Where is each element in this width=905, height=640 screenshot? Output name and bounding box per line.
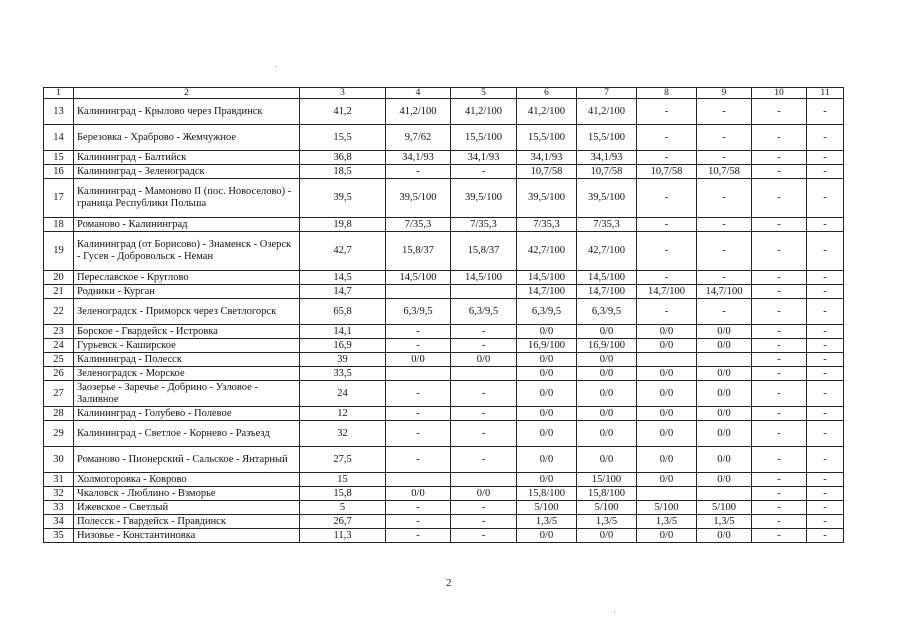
- table-cell: 6,3/9,5: [577, 299, 637, 325]
- table-cell: -: [451, 447, 517, 473]
- route-name: Романово - Пионерский - Сальское - Янтарный: [74, 447, 300, 473]
- table-cell: -: [752, 473, 807, 487]
- table-cell: 0/0: [386, 487, 451, 501]
- table-cell: 5/100: [697, 501, 752, 515]
- table-cell: -: [752, 529, 807, 543]
- table-cell: 14,7/100: [697, 285, 752, 299]
- table-cell: 1,3/5: [517, 515, 577, 529]
- table-cell: 15,8/37: [386, 232, 451, 271]
- table-cell: 10,7/58: [637, 165, 697, 179]
- table-cell: -: [752, 285, 807, 299]
- route-name: Калининград - Крылово через Правдинск: [74, 99, 300, 125]
- table-cell: 0/0: [451, 353, 517, 367]
- route-name: Ижевское - Светлый: [74, 501, 300, 515]
- table-cell: -: [637, 271, 697, 285]
- table-cell: -: [697, 271, 752, 285]
- table-cell: -: [386, 421, 451, 447]
- table-cell: 42,7/100: [517, 232, 577, 271]
- table-row: [44, 487, 844, 501]
- table-cell: -: [637, 99, 697, 125]
- table-cell: 15,8/37: [451, 232, 517, 271]
- table-cell: 0/0: [697, 447, 752, 473]
- header-row: [44, 88, 844, 99]
- table-cell: 1,3/5: [697, 515, 752, 529]
- route-name: Родники - Курган: [74, 285, 300, 299]
- row-number: 19: [44, 232, 74, 271]
- table-cell: -: [637, 299, 697, 325]
- table-cell: -: [807, 473, 844, 487]
- table-cell: 39: [300, 353, 386, 367]
- roads-table: [43, 87, 844, 543]
- table-cell: 0/0: [451, 487, 517, 501]
- table-cell: -: [697, 299, 752, 325]
- page-number: 2: [446, 577, 452, 589]
- table-cell: 42,7/100: [577, 232, 637, 271]
- route-name: Калининград - Голубево - Полевое: [74, 407, 300, 421]
- table-row: [44, 407, 844, 421]
- table-cell: 11,3: [300, 529, 386, 543]
- row-number: 16: [44, 165, 74, 179]
- table-cell: 34,1/93: [577, 151, 637, 165]
- table-cell: 0/0: [517, 381, 577, 407]
- table-row: [44, 179, 844, 218]
- table-cell: -: [637, 151, 697, 165]
- table-cell: 65,8: [300, 299, 386, 325]
- table-cell: 0/0: [577, 421, 637, 447]
- table-cell: 0/0: [637, 473, 697, 487]
- row-number: 29: [44, 421, 74, 447]
- table-cell: [451, 473, 517, 487]
- table-cell: -: [451, 339, 517, 353]
- table-cell: -: [451, 407, 517, 421]
- table-cell: 0/0: [577, 447, 637, 473]
- route-name: Чкаловск - Люблино - Взморье: [74, 487, 300, 501]
- row-number: 35: [44, 529, 74, 543]
- table-cell: 15,8/100: [577, 487, 637, 501]
- table-row: [44, 367, 844, 381]
- table-cell: -: [752, 367, 807, 381]
- route-name: Холмогоровка - Коврово: [74, 473, 300, 487]
- table-cell: -: [752, 515, 807, 529]
- row-number: 32: [44, 487, 74, 501]
- table-cell: 0/0: [697, 381, 752, 407]
- header-cell: 7: [577, 88, 637, 99]
- table-cell: -: [807, 339, 844, 353]
- table-cell: 0/0: [637, 381, 697, 407]
- table-cell: -: [386, 325, 451, 339]
- table-cell: -: [807, 515, 844, 529]
- table-cell: -: [386, 447, 451, 473]
- table-cell: 14,5/100: [386, 271, 451, 285]
- table-cell: -: [697, 151, 752, 165]
- table-cell: 14,7/100: [577, 285, 637, 299]
- table-cell: -: [752, 151, 807, 165]
- row-number: 24: [44, 339, 74, 353]
- route-name: Калининград - Светлое - Корнево - Разъезд: [74, 421, 300, 447]
- table-cell: 16,9: [300, 339, 386, 353]
- table-cell: -: [752, 125, 807, 151]
- table-cell: 39,5/100: [517, 179, 577, 218]
- table-cell: 0/0: [637, 367, 697, 381]
- route-name: Зеленоградск - Морское: [74, 367, 300, 381]
- table-cell: -: [807, 165, 844, 179]
- table-cell: -: [807, 353, 844, 367]
- header-cell: 8: [637, 88, 697, 99]
- table-cell: 41,2/100: [386, 99, 451, 125]
- table-cell: 0/0: [577, 353, 637, 367]
- table-cell: 0/0: [517, 421, 577, 447]
- table-header: [44, 88, 844, 99]
- header-cell: 2: [74, 88, 300, 99]
- route-name: Полесск - Гвардейск - Правдинск: [74, 515, 300, 529]
- table-cell: 15,5/100: [577, 125, 637, 151]
- table-cell: 0/0: [577, 325, 637, 339]
- table-row: [44, 232, 844, 271]
- row-number: 17: [44, 179, 74, 218]
- route-name: Березовка - Храброво - Жемчужное: [74, 125, 300, 151]
- table-cell: 0/0: [637, 407, 697, 421]
- table-cell: 14,1: [300, 325, 386, 339]
- table-cell: 15: [300, 473, 386, 487]
- table-cell: -: [752, 339, 807, 353]
- table-cell: 5/100: [517, 501, 577, 515]
- table-cell: -: [807, 125, 844, 151]
- row-number: 21: [44, 285, 74, 299]
- table-cell: -: [451, 165, 517, 179]
- table-cell: [451, 285, 517, 299]
- table-cell: 7/35,3: [386, 218, 451, 232]
- table-cell: 14,5/100: [517, 271, 577, 285]
- table-cell: [637, 353, 697, 367]
- table-cell: 10,7/58: [697, 165, 752, 179]
- table-cell: -: [752, 299, 807, 325]
- table-cell: -: [697, 232, 752, 271]
- table-cell: -: [752, 353, 807, 367]
- table-cell: 14,5/100: [577, 271, 637, 285]
- route-name: Переславское - Круглово: [74, 271, 300, 285]
- table-cell: -: [752, 487, 807, 501]
- table-cell: -: [807, 421, 844, 447]
- table-cell: 5/100: [577, 501, 637, 515]
- table-cell: 0/0: [517, 353, 577, 367]
- table-cell: -: [752, 99, 807, 125]
- table-cell: -: [807, 232, 844, 271]
- row-number: 25: [44, 353, 74, 367]
- row-number: 28: [44, 407, 74, 421]
- table-row: [44, 353, 844, 367]
- table-cell: -: [752, 179, 807, 218]
- table-cell: 15,8/100: [517, 487, 577, 501]
- table-cell: 19,8: [300, 218, 386, 232]
- table-cell: 34,1/93: [517, 151, 577, 165]
- table-cell: 1,3/5: [637, 515, 697, 529]
- table-cell: -: [752, 447, 807, 473]
- table-cell: -: [807, 285, 844, 299]
- table-cell: 14,7: [300, 285, 386, 299]
- row-number: 27: [44, 381, 74, 407]
- row-number: 26: [44, 367, 74, 381]
- table-cell: -: [637, 179, 697, 218]
- table-cell: 0/0: [637, 325, 697, 339]
- table-cell: 0/0: [697, 339, 752, 353]
- route-name: Романово - Калининград: [74, 218, 300, 232]
- table-cell: -: [807, 151, 844, 165]
- table-cell: -: [752, 325, 807, 339]
- header-cell: 4: [386, 88, 451, 99]
- table-cell: -: [752, 407, 807, 421]
- table-cell: -: [752, 501, 807, 515]
- table-body: [44, 99, 844, 543]
- table-cell: -: [752, 271, 807, 285]
- table-cell: 39,5: [300, 179, 386, 218]
- table-cell: 7/35,3: [517, 218, 577, 232]
- header-cell: 1: [44, 88, 74, 99]
- table-cell: 32: [300, 421, 386, 447]
- row-number: 22: [44, 299, 74, 325]
- table-cell: 7/35,3: [451, 218, 517, 232]
- table-cell: 0/0: [637, 529, 697, 543]
- table-cell: 16,9/100: [517, 339, 577, 353]
- table-cell: -: [386, 381, 451, 407]
- row-number: 34: [44, 515, 74, 529]
- row-number: 33: [44, 501, 74, 515]
- table-cell: 0/0: [577, 367, 637, 381]
- table-cell: 0/0: [697, 529, 752, 543]
- table-cell: -: [752, 421, 807, 447]
- table-cell: 0/0: [697, 407, 752, 421]
- table-cell: 6,3/9,5: [517, 299, 577, 325]
- table-cell: -: [807, 529, 844, 543]
- table-cell: -: [386, 529, 451, 543]
- table-cell: 14,5/100: [451, 271, 517, 285]
- table-row: [44, 218, 844, 232]
- table-row: [44, 501, 844, 515]
- table-cell: 0/0: [517, 407, 577, 421]
- table-cell: 26,7: [300, 515, 386, 529]
- table-cell: 15,5: [300, 125, 386, 151]
- route-name: Калининград - Полесск: [74, 353, 300, 367]
- table-cell: -: [807, 99, 844, 125]
- table-cell: 5/100: [637, 501, 697, 515]
- row-number: 20: [44, 271, 74, 285]
- table-cell: 0/0: [637, 447, 697, 473]
- table-cell: 27,5: [300, 447, 386, 473]
- table-row: [44, 515, 844, 529]
- table-cell: [386, 285, 451, 299]
- table-cell: -: [386, 339, 451, 353]
- table-cell: 15,8: [300, 487, 386, 501]
- table-cell: -: [697, 218, 752, 232]
- table-cell: 41,2/100: [517, 99, 577, 125]
- table-cell: 9,7/62: [386, 125, 451, 151]
- table-cell: 15/100: [577, 473, 637, 487]
- header-cell: 6: [517, 88, 577, 99]
- table-cell: -: [752, 218, 807, 232]
- table-row: [44, 285, 844, 299]
- table-cell: 41,2: [300, 99, 386, 125]
- table-row: [44, 271, 844, 285]
- table-cell: 0/0: [386, 353, 451, 367]
- table-row: [44, 151, 844, 165]
- table-cell: -: [807, 381, 844, 407]
- table-cell: 12: [300, 407, 386, 421]
- row-number: 18: [44, 218, 74, 232]
- table-cell: 39,5/100: [386, 179, 451, 218]
- table-cell: 7/35,3: [577, 218, 637, 232]
- route-name: Калининград (от Борисово) - Знаменск - Озерск - Гусев - Добровольск - Неман: [74, 232, 300, 271]
- table-row: [44, 165, 844, 179]
- table-cell: -: [637, 232, 697, 271]
- table-cell: 10,7/58: [517, 165, 577, 179]
- table-cell: 39,5/100: [451, 179, 517, 218]
- table-cell: 39,5/100: [577, 179, 637, 218]
- table-cell: -: [807, 501, 844, 515]
- table-cell: 24: [300, 381, 386, 407]
- row-number: 30: [44, 447, 74, 473]
- route-name: Калининград - Мамоново II (пос. Новоселово) - граница Республики Польша: [74, 179, 300, 218]
- route-name: Зеленоградск - Приморск через Светлогорск: [74, 299, 300, 325]
- table-cell: -: [752, 165, 807, 179]
- row-number: 13: [44, 99, 74, 125]
- table-cell: [637, 487, 697, 501]
- table-cell: -: [697, 99, 752, 125]
- table-cell: 6,3/9,5: [386, 299, 451, 325]
- table-cell: 14,7/100: [637, 285, 697, 299]
- table-cell: -: [807, 218, 844, 232]
- table-cell: 18,5: [300, 165, 386, 179]
- table-cell: 0/0: [517, 447, 577, 473]
- table-row: [44, 99, 844, 125]
- header-cell: 3: [300, 88, 386, 99]
- route-name: Гурьевск - Каширское: [74, 339, 300, 353]
- table-row: [44, 381, 844, 407]
- table-cell: [386, 367, 451, 381]
- route-name: Низовье - Константиновка: [74, 529, 300, 543]
- table-cell: 0/0: [697, 473, 752, 487]
- table-cell: -: [697, 179, 752, 218]
- table-cell: 0/0: [697, 421, 752, 447]
- table-cell: -: [451, 381, 517, 407]
- table-cell: 1,3/5: [577, 515, 637, 529]
- header-cell: 10: [752, 88, 807, 99]
- table-cell: -: [386, 407, 451, 421]
- table-cell: [697, 487, 752, 501]
- table-cell: 0/0: [637, 339, 697, 353]
- table-cell: -: [451, 515, 517, 529]
- header-cell: 11: [807, 88, 844, 99]
- route-name: Борское - Гвардейск - Истровка: [74, 325, 300, 339]
- row-number: 23: [44, 325, 74, 339]
- table-cell: 0/0: [517, 529, 577, 543]
- table-cell: 34,1/93: [386, 151, 451, 165]
- table-cell: -: [807, 407, 844, 421]
- table-cell: -: [807, 367, 844, 381]
- table-cell: -: [752, 232, 807, 271]
- table-cell: 10,7/58: [577, 165, 637, 179]
- table-cell: 0/0: [577, 529, 637, 543]
- table-cell: 0/0: [517, 367, 577, 381]
- table-cell: -: [807, 179, 844, 218]
- table-cell: -: [451, 421, 517, 447]
- table-cell: 0/0: [697, 367, 752, 381]
- table-cell: [697, 353, 752, 367]
- table-row: [44, 125, 844, 151]
- table-row: [44, 339, 844, 353]
- table-cell: 15,5/100: [451, 125, 517, 151]
- table-cell: -: [697, 125, 752, 151]
- table-row: [44, 421, 844, 447]
- table-cell: -: [386, 165, 451, 179]
- table-cell: -: [807, 271, 844, 285]
- table-cell: -: [807, 325, 844, 339]
- table-cell: [386, 473, 451, 487]
- header-cell: 9: [697, 88, 752, 99]
- table-cell: 5: [300, 501, 386, 515]
- scan-speck: [614, 612, 615, 613]
- table-cell: -: [807, 447, 844, 473]
- table-cell: -: [637, 218, 697, 232]
- table-row: [44, 473, 844, 487]
- table-cell: 36,8: [300, 151, 386, 165]
- table-cell: -: [451, 501, 517, 515]
- row-number: 15: [44, 151, 74, 165]
- table-cell: 42,7: [300, 232, 386, 271]
- route-name: Калининград - Балтийск: [74, 151, 300, 165]
- table-cell: 15,5/100: [517, 125, 577, 151]
- table-row: [44, 447, 844, 473]
- table-cell: 0/0: [637, 421, 697, 447]
- table-cell: 16,9/100: [577, 339, 637, 353]
- table-row: [44, 529, 844, 543]
- table-cell: 14,7/100: [517, 285, 577, 299]
- table-cell: 0/0: [577, 381, 637, 407]
- scan-speck: [275, 66, 276, 67]
- table-cell: -: [807, 299, 844, 325]
- route-name: Калининград - Зеленоградск: [74, 165, 300, 179]
- table-cell: -: [451, 325, 517, 339]
- table-cell: 14,5: [300, 271, 386, 285]
- table-cell: -: [807, 487, 844, 501]
- table-cell: 33,5: [300, 367, 386, 381]
- table-cell: -: [637, 125, 697, 151]
- table-cell: 34,1/93: [451, 151, 517, 165]
- table-cell: [451, 367, 517, 381]
- table-cell: 0/0: [577, 407, 637, 421]
- table-cell: 41,2/100: [577, 99, 637, 125]
- header-cell: 5: [451, 88, 517, 99]
- table-cell: 6,3/9,5: [451, 299, 517, 325]
- table-cell: -: [386, 515, 451, 529]
- table-cell: 0/0: [697, 325, 752, 339]
- table-cell: -: [386, 501, 451, 515]
- table-cell: -: [752, 381, 807, 407]
- table-row: [44, 325, 844, 339]
- table-cell: -: [451, 529, 517, 543]
- row-number: 14: [44, 125, 74, 151]
- route-name: Заозерье - Заречье - Добрино - Узловое - Заливное: [74, 381, 300, 407]
- table-cell: 41,2/100: [451, 99, 517, 125]
- table-row: [44, 299, 844, 325]
- table-cell: 0/0: [517, 473, 577, 487]
- row-number: 31: [44, 473, 74, 487]
- table-cell: 0/0: [517, 325, 577, 339]
